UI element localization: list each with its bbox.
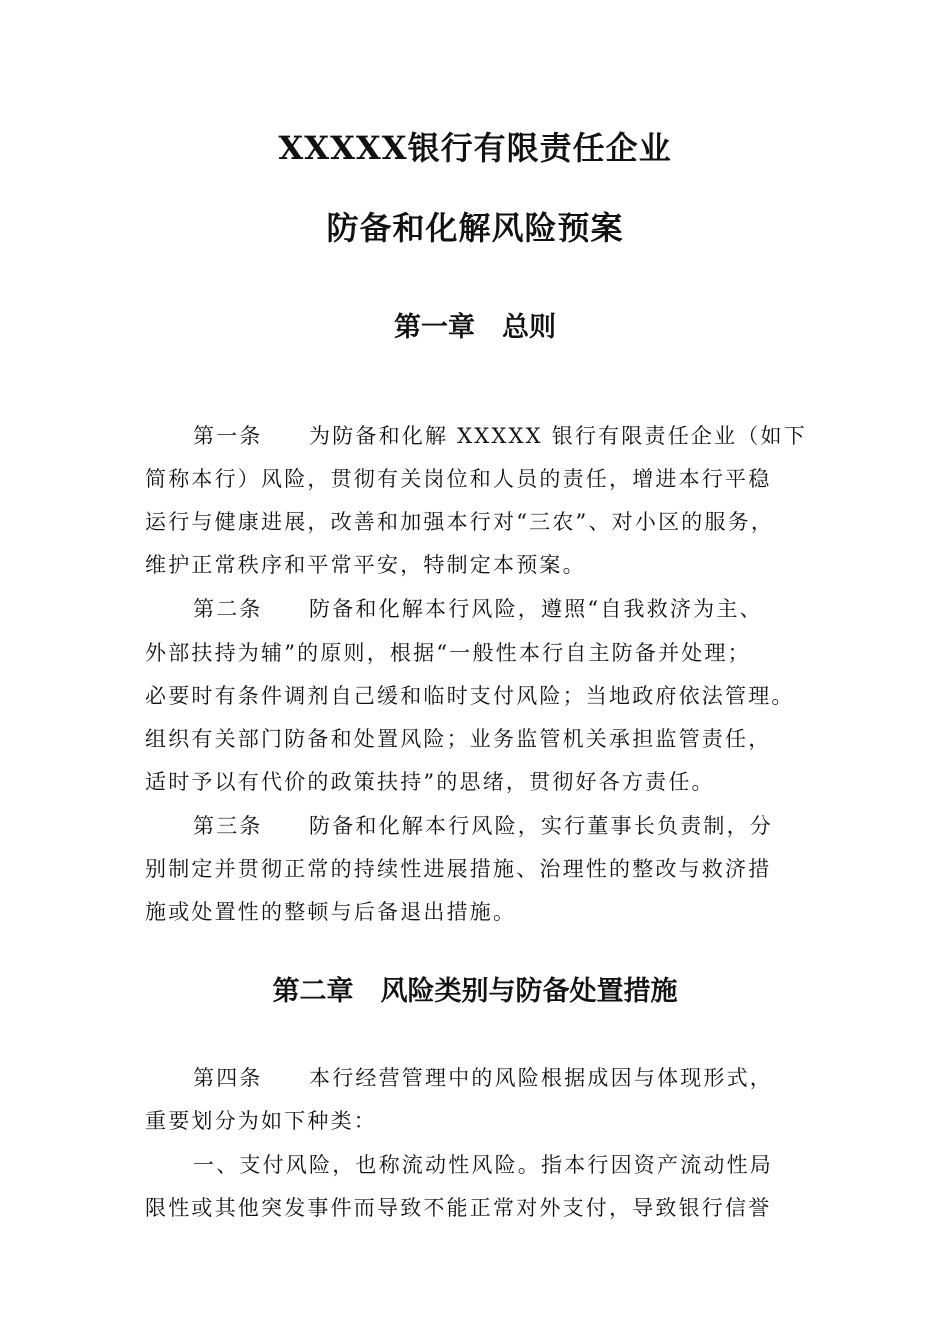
document-title-line-2: 防备和化解风险预案	[326, 209, 624, 247]
article-2-line: 第二条 防备和化解本行风险，遵照“自我救济为主、	[193, 597, 763, 621]
article-3-line: 第三条 防备和化解本行风险，实行董事长负责制，分	[193, 814, 773, 838]
article-2-line: 外部扶持为辅”的原则，根据“一般性本行自主防备并处理；	[145, 641, 751, 665]
article-2-line: 组织有关部门防备和处置风险；业务监管机关承担监管责任，	[145, 727, 772, 751]
article-4-line: 重要划分为如下种类：	[145, 1109, 377, 1133]
article-3-line: 别制定并贯彻正常的持续性进展措施、治理性的整改与救济措	[145, 857, 772, 881]
chapter-2-heading: 第二章 风险类别与防备处置措施	[272, 976, 678, 1007]
article-1-line: 运行与健康进展，改善和加强本行对“三农”、对小区的服务，	[145, 510, 775, 534]
document-title-line-1: XXXXX银行有限责任企业	[278, 129, 672, 167]
item-1-line: 一、支付风险，也称流动性风险。指本行因资产流动性局	[193, 1153, 773, 1177]
article-3-line: 施或处置性的整顿与后备退出措施。	[145, 900, 517, 924]
article-1-line: 简称本行）风险，贯彻有关岗位和人员的责任，增进本行平稳	[145, 467, 772, 491]
article-1-line: 第一条 为防备和化解 XXXXX 银行有限责任企业（如下	[193, 424, 807, 448]
article-4-line: 第四条 本行经营管理中的风险根据成因与体现形式，	[193, 1066, 773, 1090]
chapter-1-heading: 第一章 总则	[394, 312, 556, 343]
article-1-line: 维护正常秩序和平常平安，特制定本预案。	[145, 553, 586, 577]
article-2-line: 必要时有条件调剂自己缓和临时支付风险；当地政府依法管理。	[145, 684, 795, 708]
article-2-line: 适时予以有代价的政策扶持”的思绪，贯彻好各方责任。	[145, 770, 715, 794]
item-1-line: 限性或其他突发事件而导致不能正常对外支付，导致银行信誉	[145, 1196, 772, 1220]
